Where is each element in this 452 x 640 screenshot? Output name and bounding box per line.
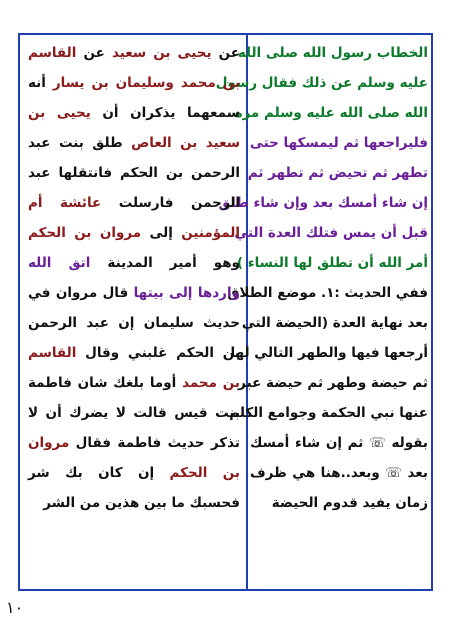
text-line <box>28 218 240 248</box>
text-segment: بن محمد وسليمان بن يسار <box>52 75 240 91</box>
text-line <box>28 278 240 308</box>
text-segment: المؤمنين <box>181 225 240 241</box>
text-segment: بعد ☏ وبعد..هنا هي ظرف <box>250 465 428 481</box>
page-frame <box>18 33 433 591</box>
text-line <box>215 68 428 98</box>
text-line <box>28 158 240 188</box>
text-line <box>28 338 240 368</box>
text-segment: بن الحكم <box>169 465 240 481</box>
text-segment: الرحمن بن الحكم فانتقلها عبد <box>28 165 240 181</box>
text-segment: ففي الحديث :١. موضع الطلاق <box>227 285 428 301</box>
text-segment: القاسم <box>28 345 77 361</box>
text-line <box>28 98 240 128</box>
text-segment: واردها إلى بيتها <box>133 285 240 301</box>
text-segment: القاسم <box>28 45 77 61</box>
text-segment: عن <box>211 45 240 61</box>
text-line <box>28 188 240 218</box>
text-segment: طلق بنت عبد <box>28 135 132 151</box>
text-segment: ثم حيضة وطهر ثم حيضة عبر <box>238 375 428 391</box>
text-line <box>238 368 428 398</box>
text-segment: يحيى بن <box>28 105 91 121</box>
text-segment: عن <box>76 45 112 61</box>
text-segment: سمعهما يذكران أن <box>90 105 240 121</box>
text-line <box>218 188 428 218</box>
text-segment: يحيى بن سعيد <box>111 45 212 61</box>
text-line <box>28 308 240 338</box>
text-segment: أرجعها فيها والطهر التالي لها <box>230 345 428 361</box>
text-segment: الله صلى الله عليه وسلم مره <box>234 105 428 121</box>
text-segment: فليراجعها ثم ليمسكها حتى <box>249 135 428 151</box>
text-line <box>28 488 240 518</box>
text-line <box>234 98 428 128</box>
text-segment: مروان بن الحكم <box>28 225 142 241</box>
text-segment: عنها نبي الحكمة وجوامع الكلم <box>229 405 428 421</box>
text-line <box>28 68 240 98</box>
text-segment: وهو أمير المدينة <box>90 255 240 271</box>
text-segment: بعد نهاية العدة (الحيضة التي <box>241 315 428 331</box>
text-line <box>28 248 240 278</box>
text-segment: عليه وسلم عن ذلك فقال رسول <box>215 75 428 91</box>
text-segment: سعيد بن العاص <box>131 135 240 151</box>
left-text-column <box>28 38 240 518</box>
text-segment: إن شاء أمسك بعد وإن شاء طلق <box>218 195 428 211</box>
text-segment: بن محمد <box>182 375 240 391</box>
text-line <box>28 428 240 458</box>
text-line <box>230 338 428 368</box>
text-segment: تذكر حديث فاطمة فقال <box>69 435 240 451</box>
text-line <box>229 398 428 428</box>
text-segment: أوما بلغك شان فاطمة <box>28 375 183 391</box>
text-line <box>241 308 428 338</box>
text-line <box>28 128 240 158</box>
text-segment: فحسبك ما بين هذين من الشر <box>43 495 240 511</box>
text-segment: اتق الله <box>28 255 91 271</box>
text-line <box>234 218 428 248</box>
right-text-column <box>215 38 428 518</box>
text-line <box>236 248 428 278</box>
text-segment: قبل أن يمس فتلك العدة التي <box>234 225 428 241</box>
text-segment: الخطاب رسول الله صلى الله <box>237 45 428 61</box>
text-line <box>247 158 428 188</box>
text-line <box>28 458 240 488</box>
text-segment: بن الحكم غلبني وقال <box>76 345 240 361</box>
text-line <box>237 38 428 68</box>
text-line <box>28 398 240 428</box>
text-line <box>28 368 240 398</box>
text-line <box>227 278 428 308</box>
text-line <box>250 488 428 518</box>
page-number: ١٠ <box>6 598 24 617</box>
text-segment: أنه <box>28 75 53 91</box>
text-line <box>28 38 240 68</box>
text-line <box>250 458 428 488</box>
text-segment: عائشة أم <box>28 195 102 211</box>
text-segment: أمر الله أن تطلق لها النساء ) <box>236 255 428 271</box>
text-line <box>250 428 428 458</box>
text-segment: إن كان بك شر <box>28 465 170 481</box>
text-segment: إلى <box>141 225 182 241</box>
text-segment: قال مروان في <box>28 285 134 301</box>
text-segment: حديث سليمان إن عبد الرحمن <box>28 315 240 331</box>
text-segment: تطهر ثم تحيض ثم تطهر ثم <box>247 165 428 181</box>
text-line <box>250 128 428 158</box>
text-segment: الرحمن فارسلت <box>101 195 240 211</box>
text-segment: بنت قيس قالت لا يضرك أن لا <box>28 405 240 421</box>
text-segment: زمان يفيد قدوم الحيضة <box>271 495 428 511</box>
text-segment: بقوله ☏ ثم إن شاء أمسك <box>250 435 428 451</box>
text-segment: مروان <box>28 435 70 451</box>
